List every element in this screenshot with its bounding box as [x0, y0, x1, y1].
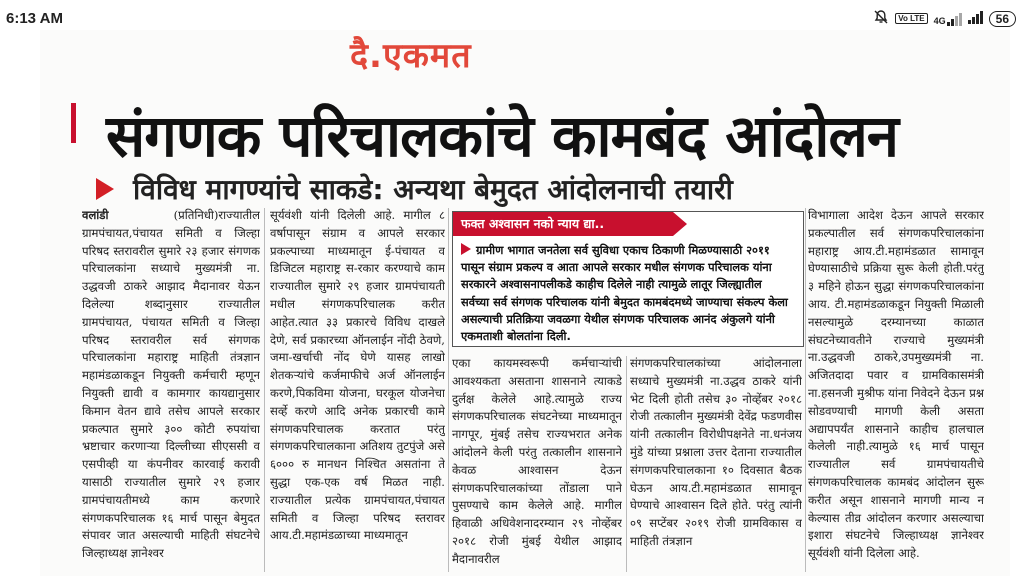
signal-4g-icon [934, 12, 962, 26]
network-type-label: 4G [933, 15, 946, 26]
column-divider [448, 208, 449, 572]
status-icons [873, 9, 1016, 28]
column-divider [626, 356, 627, 572]
signal-icon [968, 10, 983, 27]
column-divider [805, 208, 806, 572]
quote-arrow-icon [461, 243, 471, 255]
boxed-quote-body [461, 242, 793, 345]
boxed-quote-title: फक्त अश्वासन नको न्याय द्या.. [453, 212, 673, 236]
column-1-text: (प्रतिनिधी)राज्यातील ग्रामपंचायत,पंचायत समिती व जिल्हा परिषद स्तरावरील सुमारे २३ हजार संगणक परिचालकांना सध्याचे मुख्यमंत्री ना. उद्धवजी ठाकरे आझाद मैदानावर येऊन दिलेल्या शब्दानुसार राज्यातील ग्रामपंचायत, पंचायत समिती व जिल्हा परिषद स्तरावरील सर्व संगणक परिचालकांना महाराष्ट्र माहिती तंत्रज्ञान महामंडळाकडून नियुक्ती कर्मचारी म्हणून नियुक्ती द्यावी व कामगार कायद्यानुसार किमान वेतन द्यावे तसेच आपले सरकार प्रकल्पात सुमारे ३०० कोटी रुपयांचा भ्रष्टाचार करणाऱ्या दिल्लीच्या सीएससी व एसपीव्ही या कंपनीवर कारवाई करावी यासाठी राज्यातील सुमारे २९ हजार ग्रामपंचायतीमध्ये काम करणारे संगणकपरिचालक १६ मार्च पासून बेमुदत संपावर जात असल्याची माहिती संघटनेचे जिल्हाध्यक्ष ज्ञानेश्वर [82, 208, 260, 561]
newspaper-clipping [40, 30, 1010, 576]
article-subheadline: विविध मागण्यांचे साकडे: अन्यथा बेमुदत आंदोलनाची तयारी [133, 173, 733, 206]
article-column-3: एका कायमस्वरूपी कर्मचाऱ्यांची आवश्यकता असताना शासनाने त्याकडे दुर्लक्ष केलेले आहे.त्यामुळे राज्य संगणकपरिचालक संघटनेच्या माध्यमातून नागपूर, मुंबई तसेच राज्यभरात अनेक आंदोलने केली परंतु तत्कालीन शासनाने केवळ आश्वासन देऊन संगणकपरिचालकांच्या तोंडाला पाने पुसण्याचे काम केलेले आहे. मागील हिवाळी अधिवेशनादरम्यान २९ नोव्हेंबर २०१८ रोजी मुंबई येथील आझाद मैदानावरील [452, 356, 622, 566]
boxed-quote [452, 211, 804, 347]
clock: 6:13 AM [6, 10, 63, 27]
boxed-quote-text: ग्रामीण भागात जनतेला सर्व सुविधा एकाच ठिकाणी मिळण्यासाठी २०११ पासून संग्राम प्रकल्प व आता आपले सरकार मधील संगणक परिचालक यांना सरकारने अश्वासनापलीकडे काहीच दिलेले नाही त्यामुळे लातूर जिल्ह्यातील सर्वच्या सर्व संगणक परिचालक यांनी बेमुदत कामबंदमध्ये जाण्याचा संकल्प केला असल्याची प्रतिक्रिया जवळगा येथील संगणक परिचालक आनंद अंकुलगे यांनी एकमताशी बोलतांना दिली. [461, 243, 788, 344]
article-column-5: विभागाला आदेश देऊन आपले सरकार प्रकल्पातील सर्व संगणकपरिचालकांना महाराष्ट्र आय.टी.महामंडळात सामावून घेण्यासाठीचे प्रक्रिया सुरू केली होती.परंतु ३ महिने होऊन सुद्धा संगणकपरिचालकांना आय. टी.महामंडळाकडून नियुक्ती मिळाली नसल्यामुळे दरम्यानच्या काळात संघटनेच्यावतीने राज्याचे मुख्यमंत्री ना.उद्धवजी ठाकरे,उपमुख्यमंत्री ना. अजितदादा पवार व ग्रामविकासमंत्री ना.हसनजी मुश्रीफ यांना निवेदने देऊन प्रश्न सोडवण्याची मागणी केली असता अद्यापपर्यंत शासनाने काहीच हालचाल केलेली नाही.त्यामुळे १६ मार्च पासून राज्यातील सर्व ग्रामपंचायतीचे संगणकपरिचालक कामबंद आंदोलन सुरू करीत असून शासनाने मागणी मान्य न केल्यास तीव्र आंदोलन करणार असल्याचा इशारा संघटनेचे जिल्हाध्यक्ष ज्ञानेश्वर सूर्यवंशी यांनी दिलेला आहे. [808, 208, 984, 561]
dateline: वलांडी [82, 208, 109, 222]
bell-off-icon [873, 9, 889, 28]
battery-icon: 56 [989, 11, 1016, 27]
newspaper-masthead: दै.एकमत [350, 36, 472, 76]
column-divider [264, 208, 265, 572]
article-column-4: संगणकपरिचालकांच्या आंदोलनाला सध्याचे मुख्यमंत्री ना.उद्धव ठाकरे यांनी भेट दिली होती तसेच ३० नोव्हेंबर २०१८ रोजी तत्कालीन मुख्यमंत्री देवेंद्र फडणवीस यांनी तत्कालीन विरोधीपक्षनेते ना.धनंजय मुंडे यांच्या प्रश्नाला उत्तर देताना राज्यातील संगणकपरिचालकाना १० दिवसात बैठक घेऊन आय.टी.महामंडळात सामावून घेण्याचे आश्वासन दिले होते. परंतु त्यांनी ०९ सप्टेंबर २०१९ रोजी ग्रामविकास व माहिती तंत्रज्ञान [630, 356, 802, 548]
article-column-1 [82, 207, 260, 573]
headline-accent-bar [71, 103, 76, 143]
article-column-2: सूर्यवंशी यांनी दिलेली आहे. मागील ८ वर्षापासून संग्राम व आपले सरकार प्रकल्पाच्या माध्यमातून ई-पंचायत व डिजिटल महाराष्ट्र स-रकार करण्याचे काम राज्यातील सुमारे २९ हजार ग्रामपंचायती मधील संगणकपरिचालक करीत आहेत.त्यात ३३ प्रकारचे विविध दाखले देणे, सर्व प्रकारच्या ऑनलाईन नोंदी ठेवणे, जमा-खर्चाची नोंद घेणे यासह लाखो शेतकऱ्यांचे कर्जमाफीचे अर्ज ऑनलाईन करणे,पिकविमा योजना, घरकूल योजनेचा सर्व्हे करणे आदि अनेक प्रकारची कामे संगणकपरिचालक करतात परंतु संगणकपरिचालकाना अतिशय तुटपुंजे असे ६००० रु मानधन निश्चित असतांना ते सुद्धा एक-एक वर्ष मिळत नाही. राज्यातील प्रत्येक ग्रामपंचायत,पंचायत समिती व जिल्हा परिषद स्तरावर आय.टी.महामंडळाच्या माध्यमातून [270, 208, 445, 543]
article-headline: संगणक परिचालकांचे कामबंद आंदोलन [106, 102, 898, 170]
subheadline-arrow-icon [96, 178, 114, 200]
volte-icon: Vo LTE [895, 13, 927, 24]
